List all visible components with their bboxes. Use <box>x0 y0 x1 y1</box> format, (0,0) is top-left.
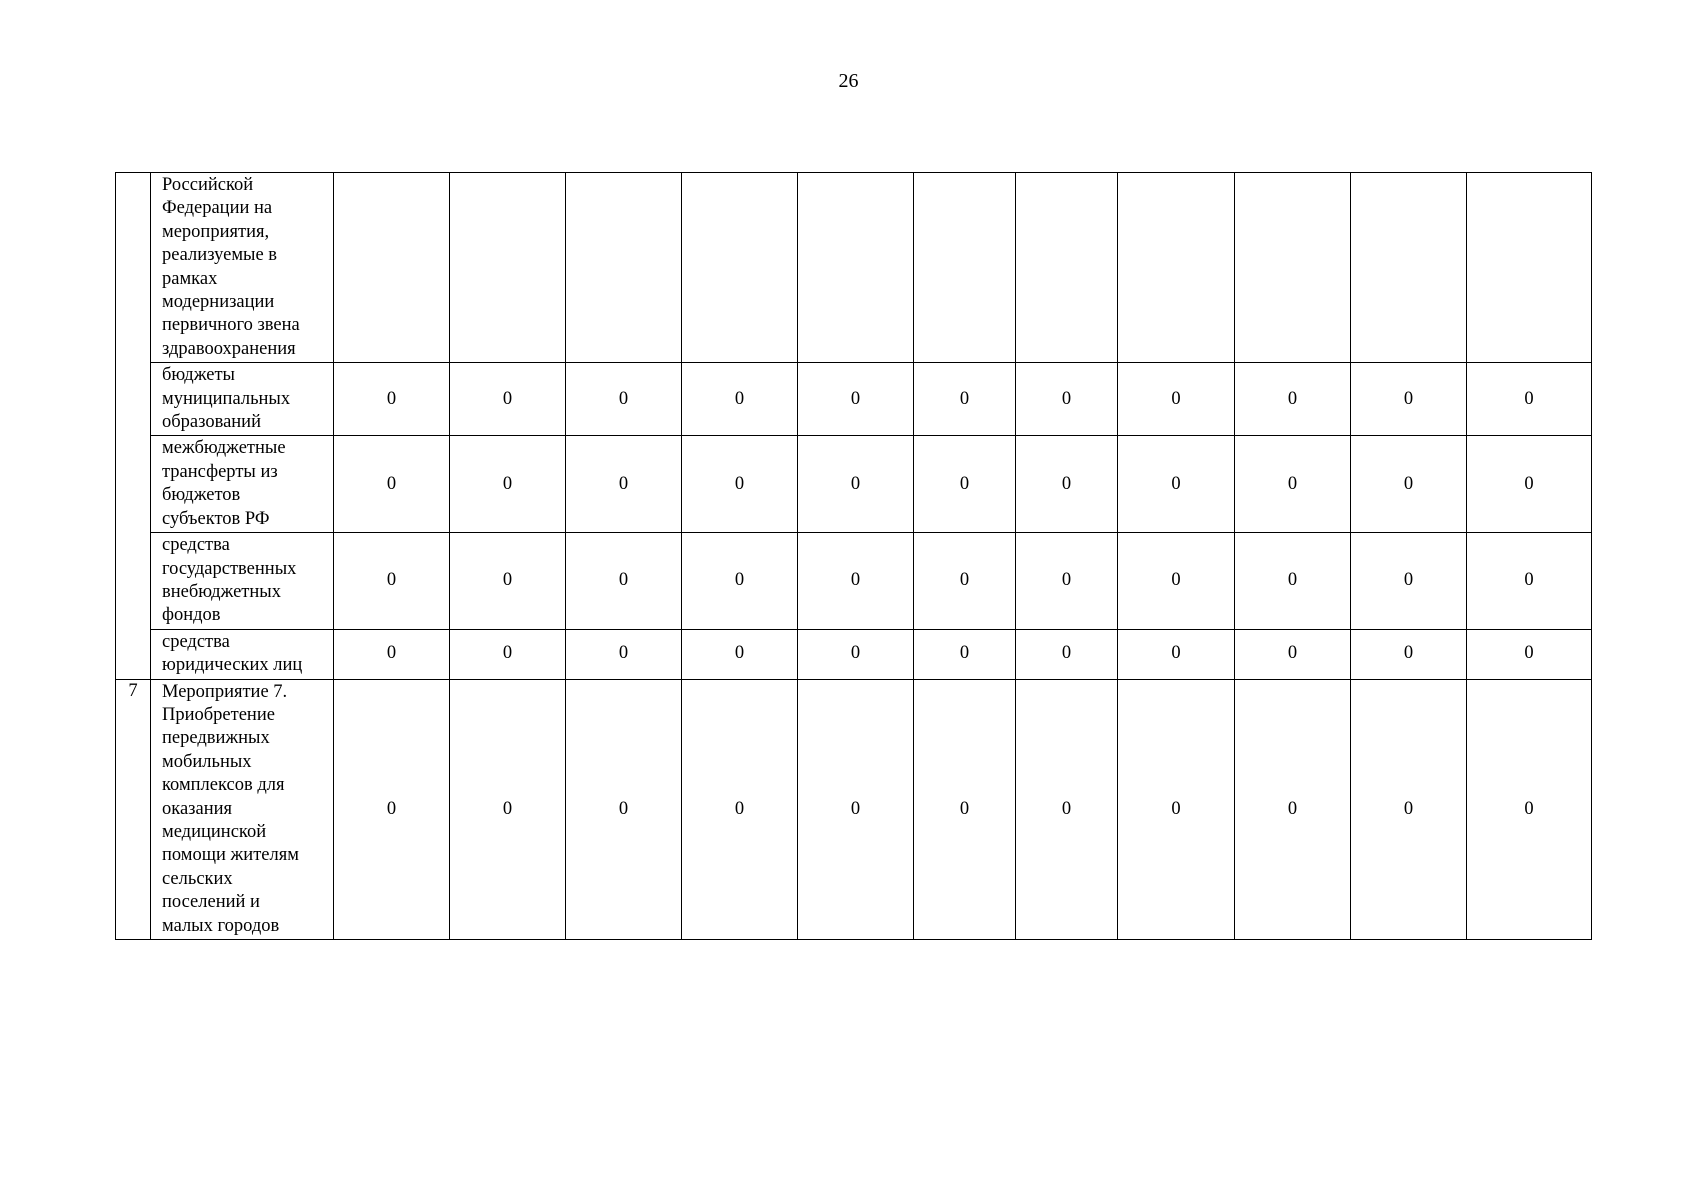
row-label: Российской Федерации на мероприятия, реализуемые в рамках модернизации первичного звена здравоохранения <box>151 173 334 363</box>
value-cell: 0 <box>566 533 682 630</box>
value-cell: 0 <box>334 679 450 939</box>
value-cell <box>1351 173 1467 363</box>
value-cell: 0 <box>798 629 914 679</box>
value-cell: 0 <box>450 679 566 939</box>
value-cell: 0 <box>450 629 566 679</box>
value-cell: 0 <box>1016 533 1118 630</box>
value-cell: 0 <box>1016 629 1118 679</box>
value-cell: 0 <box>1235 436 1351 533</box>
value-cell <box>1467 173 1592 363</box>
budget-table <box>115 172 1592 940</box>
value-cell: 0 <box>1235 679 1351 939</box>
table-row <box>116 363 1592 436</box>
row-label: средства юридических лиц <box>151 629 334 679</box>
value-cell: 0 <box>682 629 798 679</box>
value-cell: 0 <box>450 533 566 630</box>
value-cell <box>1016 173 1118 363</box>
value-cell: 0 <box>566 363 682 436</box>
value-cell: 0 <box>682 533 798 630</box>
value-cell: 0 <box>334 436 450 533</box>
value-cell: 0 <box>1467 533 1592 630</box>
table-row <box>116 629 1592 679</box>
value-cell: 0 <box>1118 436 1235 533</box>
value-cell: 0 <box>914 436 1016 533</box>
value-cell <box>334 173 450 363</box>
value-cell: 0 <box>334 629 450 679</box>
value-cell: 0 <box>334 533 450 630</box>
value-cell: 0 <box>682 679 798 939</box>
value-cell: 0 <box>914 629 1016 679</box>
row-number-cell: 7 <box>116 679 151 939</box>
value-cell: 0 <box>1235 363 1351 436</box>
value-cell: 0 <box>798 436 914 533</box>
value-cell: 0 <box>1467 629 1592 679</box>
value-cell: 0 <box>1016 436 1118 533</box>
value-cell: 0 <box>1467 436 1592 533</box>
value-cell: 0 <box>798 533 914 630</box>
row-label: Мероприятие 7. Приобретение передвижных мобильных комплексов для оказания медицинской помощи жителям сельских поселений и малых городов <box>151 679 334 939</box>
value-cell: 0 <box>1351 363 1467 436</box>
value-cell: 0 <box>1016 363 1118 436</box>
table-row <box>116 436 1592 533</box>
value-cell: 0 <box>1118 363 1235 436</box>
row-label: бюджеты муниципальных образований <box>151 363 334 436</box>
value-cell: 0 <box>1467 363 1592 436</box>
value-cell: 0 <box>1235 629 1351 679</box>
value-cell: 0 <box>1467 679 1592 939</box>
value-cell: 0 <box>450 436 566 533</box>
value-cell: 0 <box>798 679 914 939</box>
value-cell: 0 <box>1118 533 1235 630</box>
value-cell: 0 <box>334 363 450 436</box>
value-cell: 0 <box>1351 533 1467 630</box>
value-cell <box>682 173 798 363</box>
table-row <box>116 679 1592 939</box>
row-label: межбюджетные трансферты из бюджетов субъектов РФ <box>151 436 334 533</box>
value-cell: 0 <box>1351 629 1467 679</box>
value-cell: 0 <box>566 629 682 679</box>
value-cell: 0 <box>1016 679 1118 939</box>
value-cell <box>1118 173 1235 363</box>
row-label: средства государственных внебюджетных фондов <box>151 533 334 630</box>
value-cell: 0 <box>1351 436 1467 533</box>
value-cell: 0 <box>566 679 682 939</box>
value-cell <box>914 173 1016 363</box>
value-cell: 0 <box>1351 679 1467 939</box>
page-number: 26 <box>838 70 859 92</box>
value-cell: 0 <box>1118 629 1235 679</box>
table-row <box>116 173 1592 363</box>
value-cell <box>450 173 566 363</box>
value-cell <box>566 173 682 363</box>
table-row <box>116 533 1592 630</box>
row-number-cell <box>116 173 151 680</box>
value-cell: 0 <box>450 363 566 436</box>
value-cell: 0 <box>1118 679 1235 939</box>
value-cell: 0 <box>682 363 798 436</box>
value-cell: 0 <box>914 679 1016 939</box>
value-cell <box>1235 173 1351 363</box>
value-cell: 0 <box>682 436 798 533</box>
value-cell <box>798 173 914 363</box>
value-cell: 0 <box>914 363 1016 436</box>
value-cell: 0 <box>1235 533 1351 630</box>
value-cell: 0 <box>914 533 1016 630</box>
value-cell: 0 <box>798 363 914 436</box>
value-cell: 0 <box>566 436 682 533</box>
